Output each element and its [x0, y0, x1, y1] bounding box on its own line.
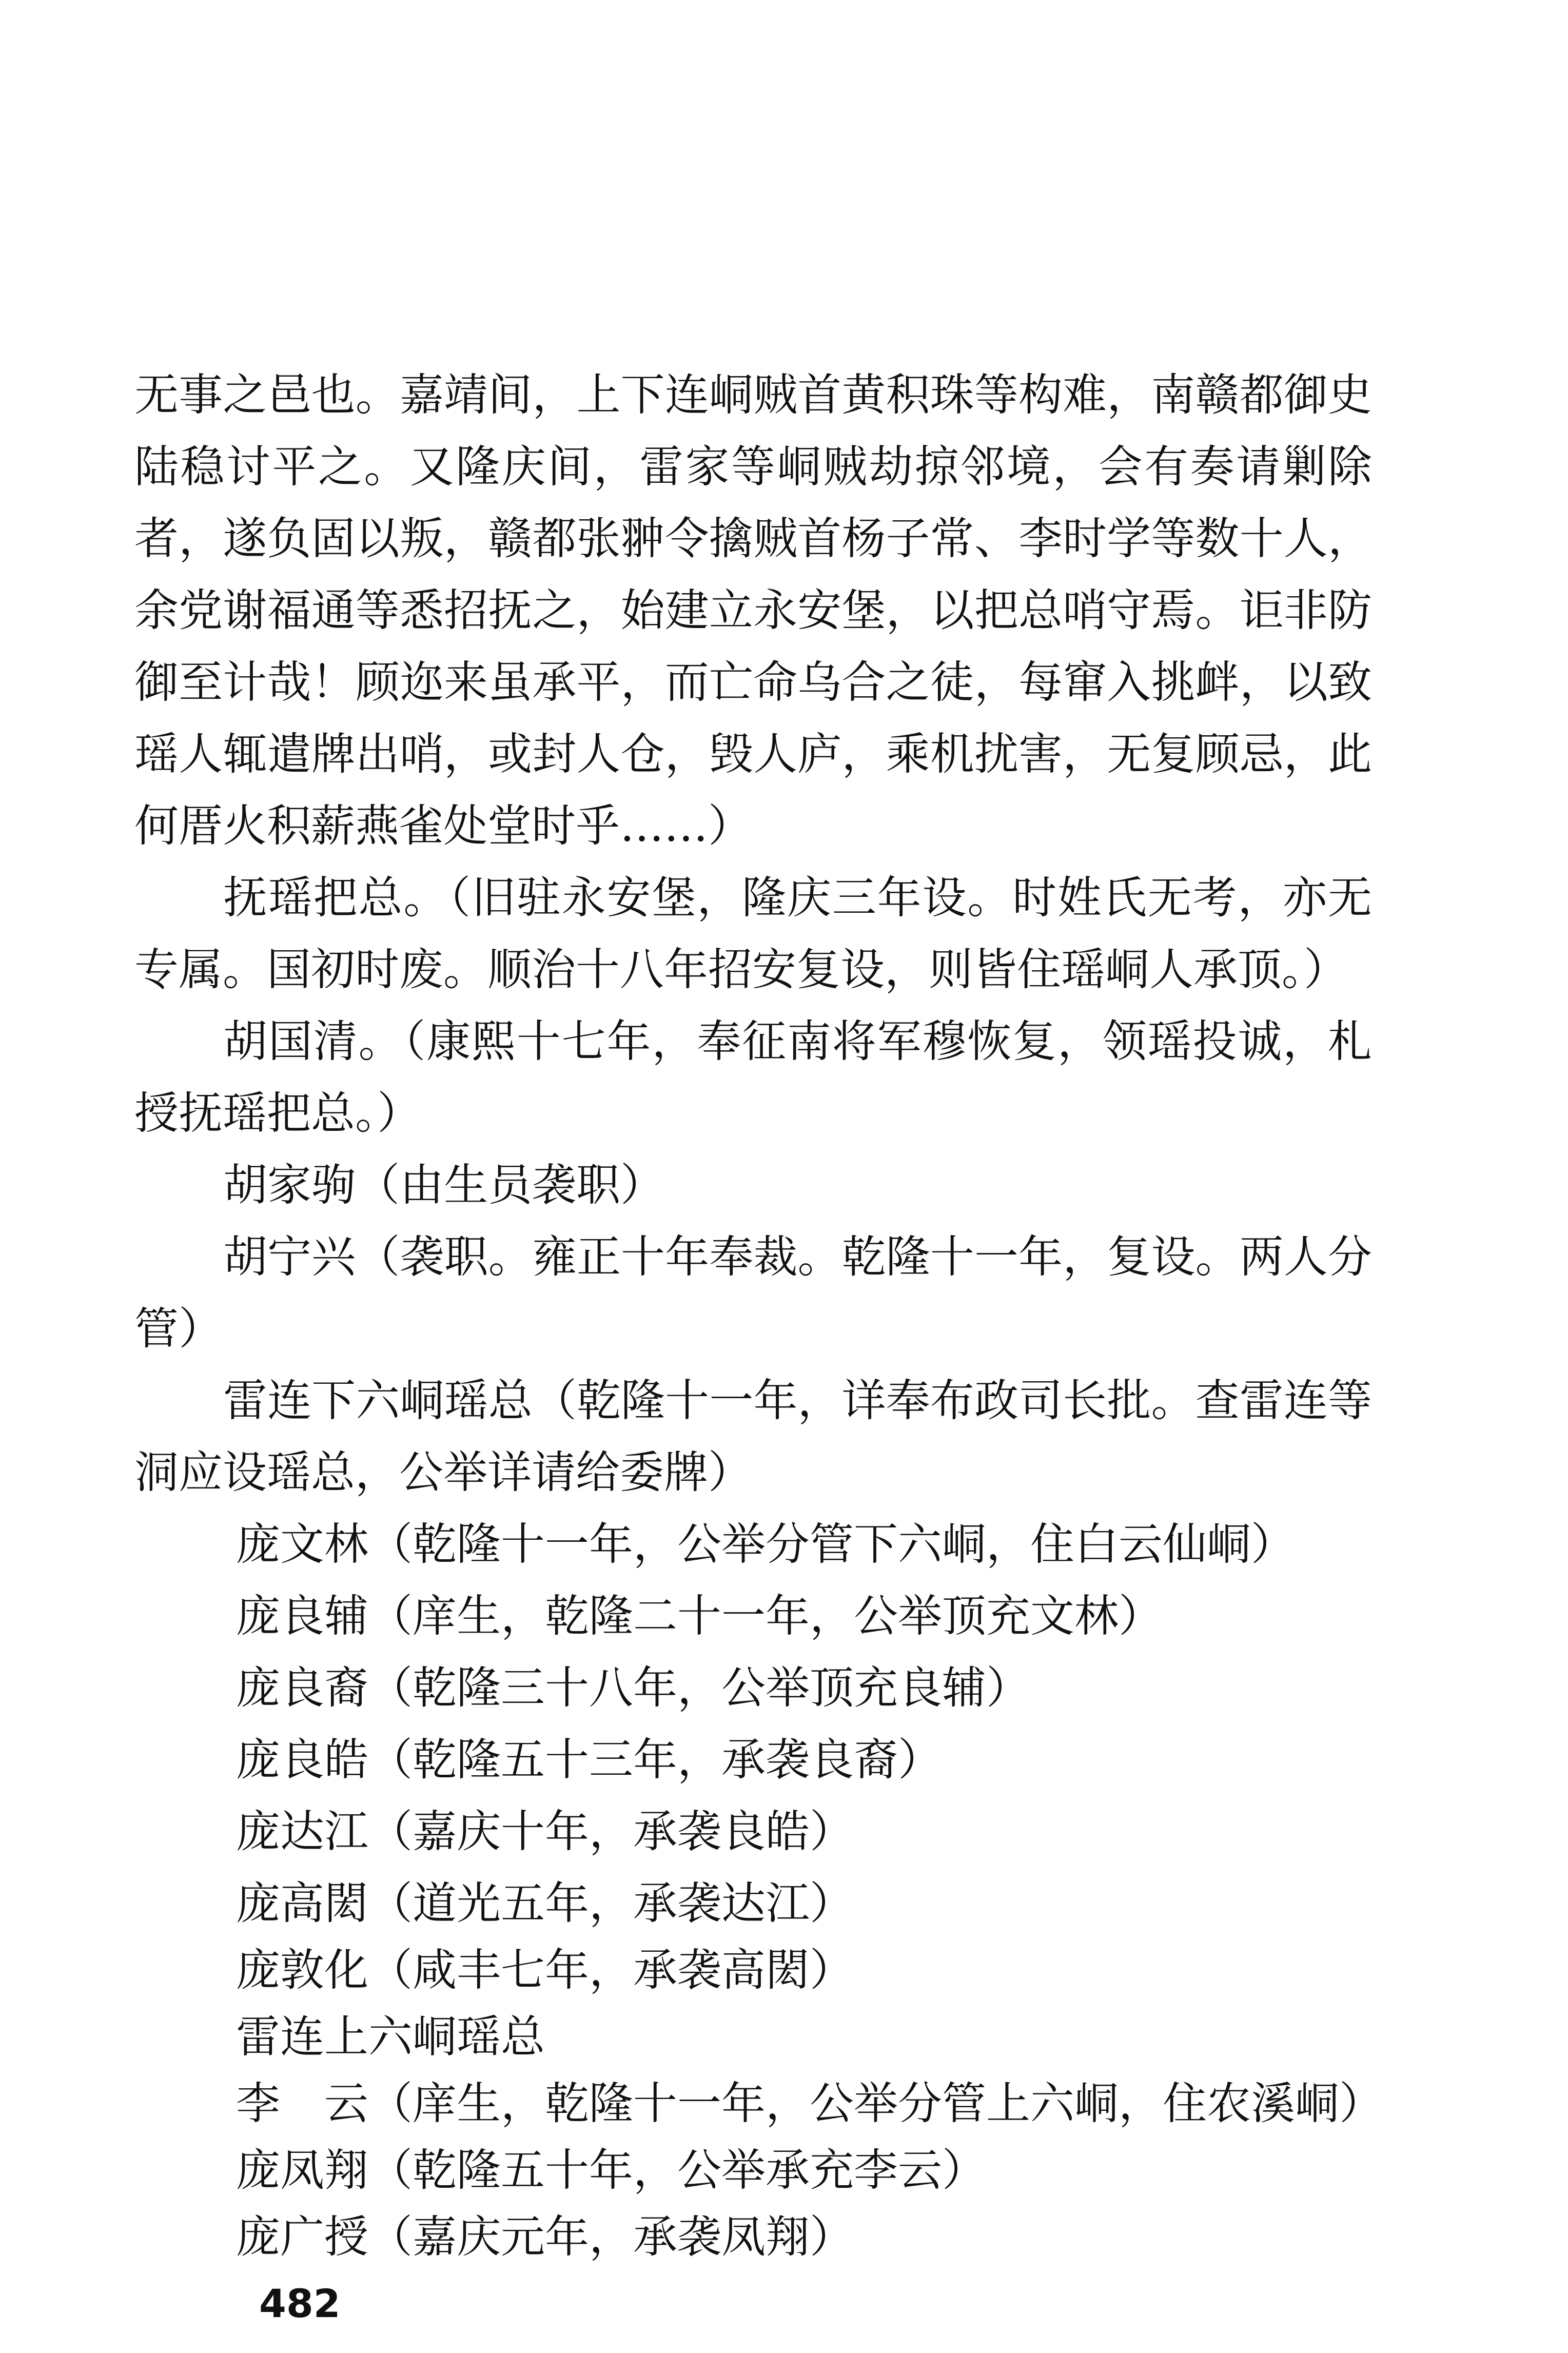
list-item: 庞凤翔（乾隆五十年，公举承充李云） — [236, 2145, 986, 2196]
text-line: 无事之邑也。嘉靖间，上下连峒贼首黄积珠等构难，南赣都御史 — [134, 369, 1372, 421]
list-item: 雷连上六峒瑶总 — [236, 2011, 545, 2063]
list-item: 庞广授（嘉庆元年，承袭凤翔） — [236, 2211, 854, 2263]
text-line: 抚瑶把总。（旧驻永安堡，隆庆三年设。时姓氏无考，亦无 — [223, 872, 1372, 924]
text-line: 胡宁兴（袭职。雍正十年奉裁。乾隆十一年，复设。两人分 — [223, 1231, 1372, 1283]
list-item: 庞达江（嘉庆十年，承袭良皓） — [236, 1806, 854, 1857]
text-line: 者，遂负固以叛，赣都张翀令擒贼首杨子常、李时学等数十人， — [134, 513, 1372, 564]
text-line: 陆稳讨平之。又隆庆间，雷家等峒贼劫掠邻境，会有奏请剿除 — [134, 441, 1372, 493]
text-line: 专属。国初时废。顺治十八年招安复设，则皆住瑶峒人承顶。） — [134, 944, 1348, 995]
list-item: 庞高閎（道光五年，承袭达江） — [236, 1878, 854, 1929]
text-line: 胡国清。（康熙十七年，奉征南将军穆恢复，领瑶投诚，札 — [223, 1016, 1372, 1067]
text-line: 管） — [134, 1303, 223, 1355]
text-line: 御至计哉！顾迩来虽承平，而亡命乌合之徒，每窜入挑衅，以致 — [134, 657, 1372, 708]
list-item: 李 云（庠生，乾隆十一年，公举分管上六峒，住农溪峒） — [236, 2078, 1383, 2129]
text-line: 胡家驹（由生员袭职） — [223, 1160, 664, 1211]
list-item: 庞良辅（庠生，乾隆二十一年，公举顶充文林） — [236, 1591, 1163, 1642]
text-line: 洞应设瑶总，公举详请给委牌） — [134, 1447, 752, 1498]
text-line: 雷连下六峒瑶总（乾隆十一年，详奉布政司长批。查雷连等 — [223, 1375, 1372, 1426]
list-item: 庞良裔（乾隆三十八年，公举顶充良辅） — [236, 1662, 1030, 1714]
text-line: 瑶人辄遣牌出哨，或封人仓，毁人庐，乘机扰害，无复顾忌，此 — [134, 729, 1372, 780]
text-line: 余党谢福通等悉招抚之，始建立永安堡，以把总哨守焉。讵非防 — [134, 585, 1372, 636]
list-item: 庞敦化（咸丰七年，承袭高閎） — [236, 1945, 854, 1996]
list-item: 庞良皓（乾隆五十三年，承袭良裔） — [236, 1734, 942, 1786]
page-number: 482 — [259, 2281, 341, 2326]
list-item: 庞文林（乾隆十一年，公举分管下六峒，住白云仙峒） — [236, 1519, 1295, 1570]
text-line: 授抚瑶把总。） — [134, 1088, 421, 1139]
text-line: 何厝火积薪燕雀处堂时乎……） — [134, 800, 752, 852]
